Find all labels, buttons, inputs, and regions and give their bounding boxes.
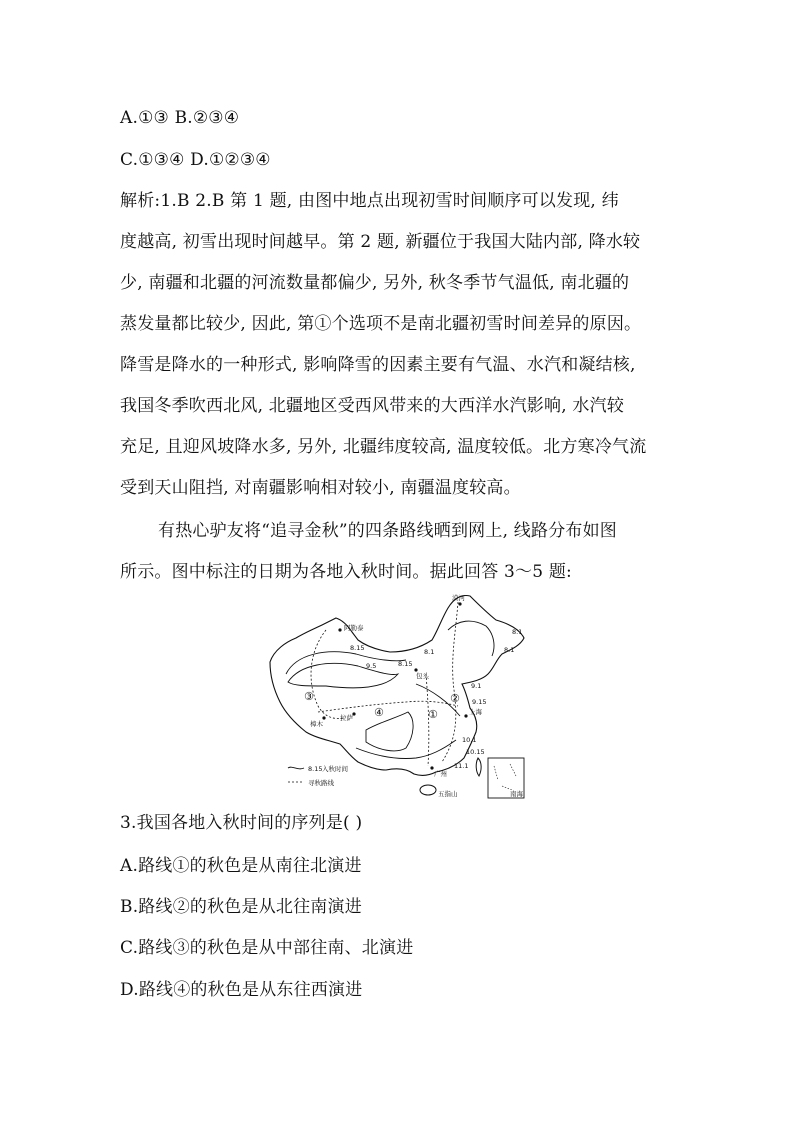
date-label-81b: 8.1 — [504, 646, 515, 654]
analysis-line-5: 降雪是降水的一种形式, 影响降雪的因素主要有气温、水汽和凝结核, — [120, 355, 636, 375]
question-3-option-a: A.路线①的秋色是从南往北演进 — [120, 856, 362, 876]
label-zhangmu: 樟木 — [310, 720, 323, 728]
route-line-3 — [311, 630, 344, 719]
date-label-1015: 10.15 — [466, 748, 485, 756]
date-label-111: 11.1 — [454, 762, 469, 770]
analysis-line-2: 度越高, 初雪出现时间越早。第 2 题, 新疆位于我国大陆内部, 降水较 — [120, 232, 641, 252]
legend-isoline-value: 8.15 — [308, 765, 323, 773]
passage-line-2: 所示。图中标注的日期为各地入秋时间。据此回答 3～5 题: — [120, 562, 572, 582]
route-number-1: ① — [428, 708, 438, 721]
label-guangzhou: 广州 — [434, 770, 447, 778]
analysis-line-7: 充足, 且迎风坡降水多, 另外, 北疆纬度较高, 温度较低。北方寒冷气流 — [120, 437, 647, 457]
analysis-line-3: 少, 南疆和北疆的河流数量都偏少, 另外, 秋冬季节气温低, 南北疆的 — [120, 273, 630, 293]
china-autumn-route-map — [266, 590, 530, 802]
label-lhasa: 拉萨 — [340, 714, 353, 722]
label-wuzhishan: 五指山 — [438, 790, 458, 798]
city-dot-shanghai — [464, 714, 467, 717]
date-label-81c: 8.1 — [424, 648, 435, 656]
label-baotou: 包头 — [416, 672, 429, 680]
legend-route-label: 寻秋路线 — [308, 779, 334, 787]
taiwan-island — [476, 758, 481, 776]
passage-line-1: 有热心驴友将“追寻金秋”的四条路线晒到网上, 线路分布如图 — [158, 521, 617, 541]
question-3-option-c: C.路线③的秋色是从中部往南、北演进 — [120, 938, 414, 958]
date-label-101: 10.1 — [462, 736, 477, 744]
map-svg — [266, 590, 530, 802]
analysis-line-8: 受到天山阻挡, 对南疆影响相对较小, 南疆温度较高。 — [120, 478, 521, 498]
legend-isoline-label: 入秋时间 — [322, 765, 348, 773]
analysis-line-1: 解析:1.B 2.B 第 1 题, 由图中地点出现初雪时间顺序可以发现, 纬 — [120, 191, 619, 211]
isoline-tarim — [288, 663, 398, 687]
isoline-northeast — [448, 621, 494, 656]
route-number-2: ② — [450, 692, 460, 705]
answer-options-cd: C.①③④ D.①②③④ — [120, 150, 271, 170]
question-3-stem: 3.我国各地入秋时间的序列是( ) — [120, 813, 363, 833]
route-line-2 — [442, 602, 458, 762]
inset-label: 南海 — [510, 790, 523, 798]
route-number-3: ③ — [304, 690, 314, 703]
route-number-4: ④ — [374, 706, 384, 719]
date-label-81a: 8.1 — [512, 628, 523, 636]
date-label-815b: 8.15 — [398, 660, 413, 668]
date-label-91: 9.1 — [471, 682, 482, 690]
city-dot-mohe — [458, 602, 461, 605]
date-label-915: 9.15 — [472, 698, 487, 706]
analysis-line-6: 我国冬季吹西北风, 北疆地区受西风带来的大西洋水汽影响, 水汽较 — [120, 396, 625, 416]
city-dot-altay — [338, 628, 341, 631]
hainan-island — [420, 785, 436, 795]
question-3-option-b: B.路线②的秋色是从北往南演进 — [120, 897, 362, 917]
isoline-northwest — [286, 652, 406, 674]
legend-isoline-symbol — [288, 767, 304, 769]
question-3-option-d: D.路线④的秋色是从东往西演进 — [120, 980, 363, 1000]
label-mohe: 漠河 — [452, 594, 465, 602]
inset-dashed-boundary — [494, 764, 516, 790]
date-label-815a: 8.15 — [350, 644, 365, 652]
isoline-south — [356, 740, 456, 759]
date-label-95: 9.5 — [366, 662, 377, 670]
label-shanghai: 上海 — [469, 708, 482, 716]
answer-options-ab: A.①③ B.②③④ — [120, 108, 240, 128]
analysis-line-4: 蒸发量都比较少, 因此, 第①个选项不是南北疆初雪时间差异的原因。 — [120, 314, 642, 334]
label-altay: 阿勒泰 — [344, 624, 364, 632]
